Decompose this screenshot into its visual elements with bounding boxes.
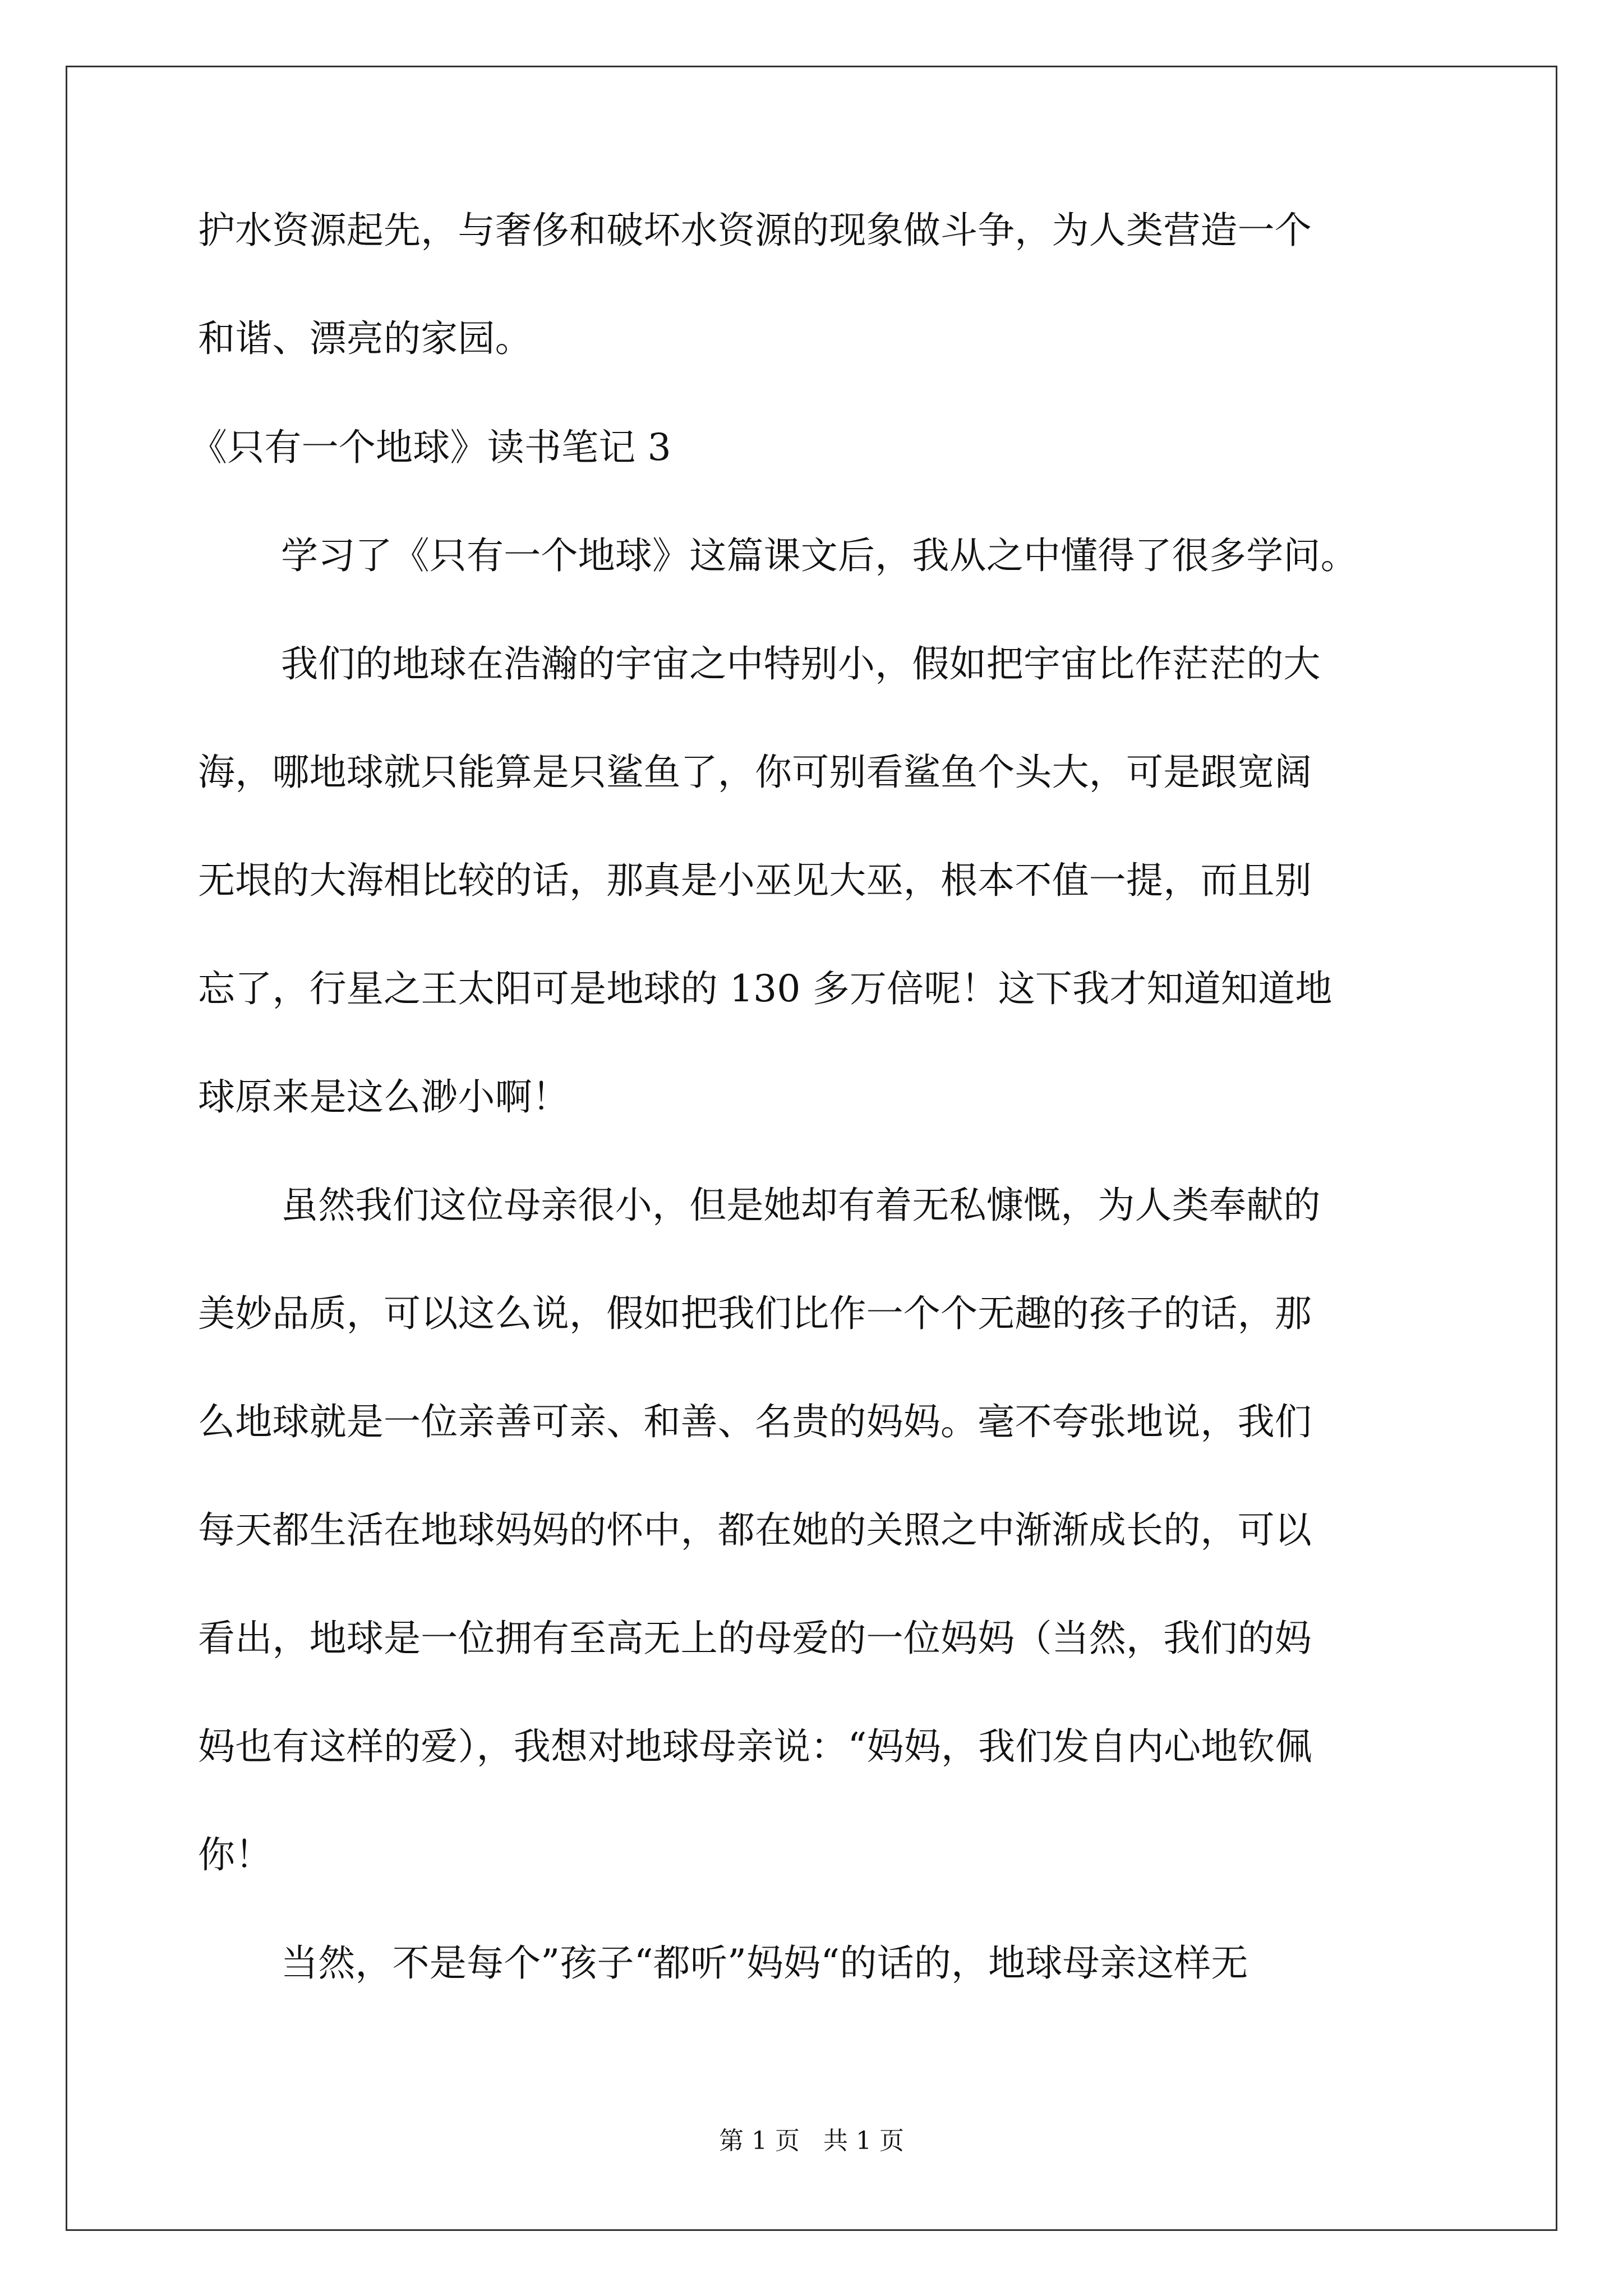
paragraph-line: 忘了，行星之王太阳可是地球的 130 多万倍呢！这下我才知道知道地 — [198, 967, 1332, 1010]
paragraph-line: 我们的地球在浩瀚的宇宙之中特别小，假如把宇宙比作茫茫的大 — [281, 642, 1321, 685]
paragraph-line: 虽然我们这位母亲很小，但是她却有着无私慷慨，为人类奉献的 — [281, 1184, 1321, 1227]
paragraph-line: 球原来是这么渺小啊！ — [198, 1075, 569, 1119]
paragraph-line: 妈也有这样的爱），我想对地球母亲说：“妈妈，我们发自内心地钦佩 — [198, 1725, 1312, 1768]
paragraph-line: 美妙品质，可以这么说，假如把我们比作一个个无趣的孩子的话，那 — [198, 1292, 1312, 1335]
paragraph-line: 无垠的大海相比较的话，那真是小巫见大巫，根本不值一提，而且别 — [198, 859, 1312, 902]
page-footer: 第 1 页 共 1 页 — [719, 2127, 904, 2155]
paragraph-line: 当然，不是每个”孩子“都听”妈妈“的话的，地球母亲这样无 — [281, 1941, 1248, 1985]
paragraph-line: 护水资源起先，与奢侈和破坏水资源的现象做斗争，为人类营造一个 — [198, 209, 1312, 252]
paragraph-line: 每天都生活在地球妈妈的怀中，都在她的关照之中渐渐成长的，可以 — [198, 1508, 1312, 1552]
paragraph-line: 和谐、漂亮的家园。 — [198, 317, 532, 360]
paragraph-line: 看出，地球是一位拥有至高无上的母爱的一位妈妈（当然，我们的妈 — [198, 1617, 1312, 1660]
paragraph-line: 海，哪地球就只能算是只鲨鱼了，你可别看鲨鱼个头大，可是跟宽阔 — [198, 751, 1312, 794]
paragraph-line: 么地球就是一位亲善可亲、和善、名贵的妈妈。毫不夸张地说，我们 — [198, 1400, 1312, 1443]
page-border — [66, 66, 1557, 2231]
section-heading: 《只有一个地球》读书笔记 3 — [190, 426, 671, 469]
paragraph-line: 学习了《只有一个地球》这篇课文后，我从之中懂得了很多学问。 — [281, 534, 1358, 577]
paragraph-line: 你！ — [198, 1833, 273, 1876]
